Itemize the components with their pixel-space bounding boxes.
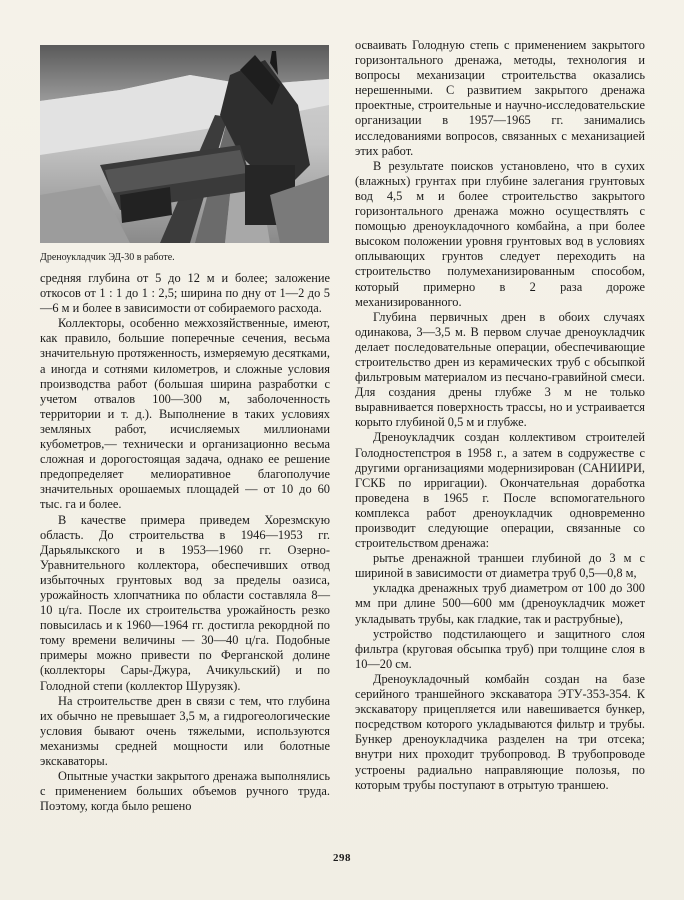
right-paragraph-4: Дреноукладчик создан коллективом строителей Голодностепстроя в 1958 г., а затем в содружестве с другими организациями модернизирован (САНИИРИ, ГСКБ по ирригации). Окончательная доработка проведена в 1965 г. После вспомогательного комплекса работ дреноукладчик одновременно производит следующие операции, связанные со строительством дренажа: (355, 430, 645, 551)
right-paragraph-7: устройство подстилающего и защитного слоя фильтра (круговая обсыпка труб) при толщине слоя в 10—20 см. (355, 626, 645, 671)
right-paragraph-1: осваивать Голодную степь с применением закрытого горизонтального дренажа, методы, технология и вопросы механизации строительства оказались нерешенными. С развитием закрытого дренажа проектные, строительные и научно-исследовательские организации в 1957—1965 гг. занимались исследованиями вопросов, связанных с механизацией этих работ. (355, 38, 645, 158)
page-number: 298 (333, 852, 351, 864)
photo-caption: Дреноукладчик ЭД-30 в работе. (40, 252, 175, 263)
left-paragraph-2: Коллекторы, особенно межхозяйственные, имеют, как правило, большие поперечные сечения, весьма значительную протяженность, измеряемую десятками, а иногда и сотнями километров, и сложные условия производства работ (большая ширина разработки с учетом отвалов 100—300 м, заболоченность территории и т. д.). Выполнение в таких условиях земляных работ, исчисляемых миллионами кубометров,— технически и организационно весьма сложная и дорогостоящая задача, однако ее решение предопределяет мелиоративное благополучие значительных орошаемых площадей — от 10 до 60 тыс. га и более. (40, 316, 330, 512)
left-paragraph-3: В качестве примера приведем Хорезмскую область. До строительства в 1946—1953 гг. Дарьялыкского и в 1953—1960 гг. Озерно-Уравнительного коллектора, обеспечивших отвод избыточных грунтовых вод за пределы оазиса, урожайность хлопчатника по области составляла 8—10 ц/га. После их строительства урожайность резко повысилась и к 1960—1964 гг. достигла рекордной по тому времени величины — 30—40 ц/га. Подобные примеры можно привести по Ферганской долине (коллекторы Сары-Джура, Ачикульский) и по Голодной степи (коллектор Шурузяк). (40, 512, 330, 693)
right-paragraph-5: рытье дренажной траншеи глубиной до 3 м с шириной в зависимости от диаметра труб 0,5—0,8 м, (355, 551, 645, 581)
left-paragraph-1: средняя глубина от 5 до 12 м и более; заложение откосов от 1 : 1 до 1 : 2,5; ширина по дну от 1—2 до 5—6 м и более в зависимости от собираемого расхода. (40, 271, 330, 316)
right-paragraph-3: Глубина первичных дрен в обоих случаях одинакова, 3—3,5 м. В первом случае дреноукладчик делает последовательные операции, обеспечивающие строительство дрен из керамических труб с обсыпкой фильтровым материалом из песчано-гравийной смеси. Для создания дрены глубже 3 м не только выравнивается поверхность трассы, но и устраивается корыто глубиной 0,5 м и глубже. (355, 309, 645, 430)
excavator-illustration (40, 45, 329, 243)
right-column (355, 38, 645, 793)
right-paragraph-2: В результате поисков установлено, что в сухих (влажных) грунтах при глубине залегания грунтовых вод 4,5 м и более строительство закрытого горизонтального дренажа можно осуществлять с помощью дреноукладочного комбайна, а при более высоком положении уровня грунтовых вод в условиях оплывающих грунтов следует переходить на строительство полумеханизированным способом, который примерно в 2 раза дороже механизированного. (355, 158, 645, 309)
left-paragraph-4: На строительстве дрен в связи с тем, что глубина их обычно не превышает 3,5 м, а гидрогеологические условия бывают очень тяжелыми, используются механизмы средней мощности или болотные экскаваторы. (40, 693, 330, 768)
trench-excavator-photo (40, 45, 329, 243)
left-paragraph-5: Опытные участки закрытого дренажа выполнялись с применением больших объемов ручного труда. Поэтому, когда было решено (40, 769, 330, 814)
right-paragraph-8: Дреноукладочный комбайн создан на базе серийного траншейного экскаватора ЭТУ-353-354. К экскаватору прицепляется или навешивается бункер, посредством которого укладываются фильтр и трубы. Бункер дреноукладчика разделен на три отсека; внутри них проходит трубопровод. В трубопроводе устроены радиально направляющие полозья, по которым трубы поступают в отрытую траншею. (355, 671, 645, 792)
left-column (40, 40, 330, 814)
right-paragraph-6: укладка дренажных труб диаметром от 100 до 300 мм при длине 500—600 мм (дреноукладчик может укладывать трубы, как гладкие, так и раструбные), (355, 581, 645, 626)
